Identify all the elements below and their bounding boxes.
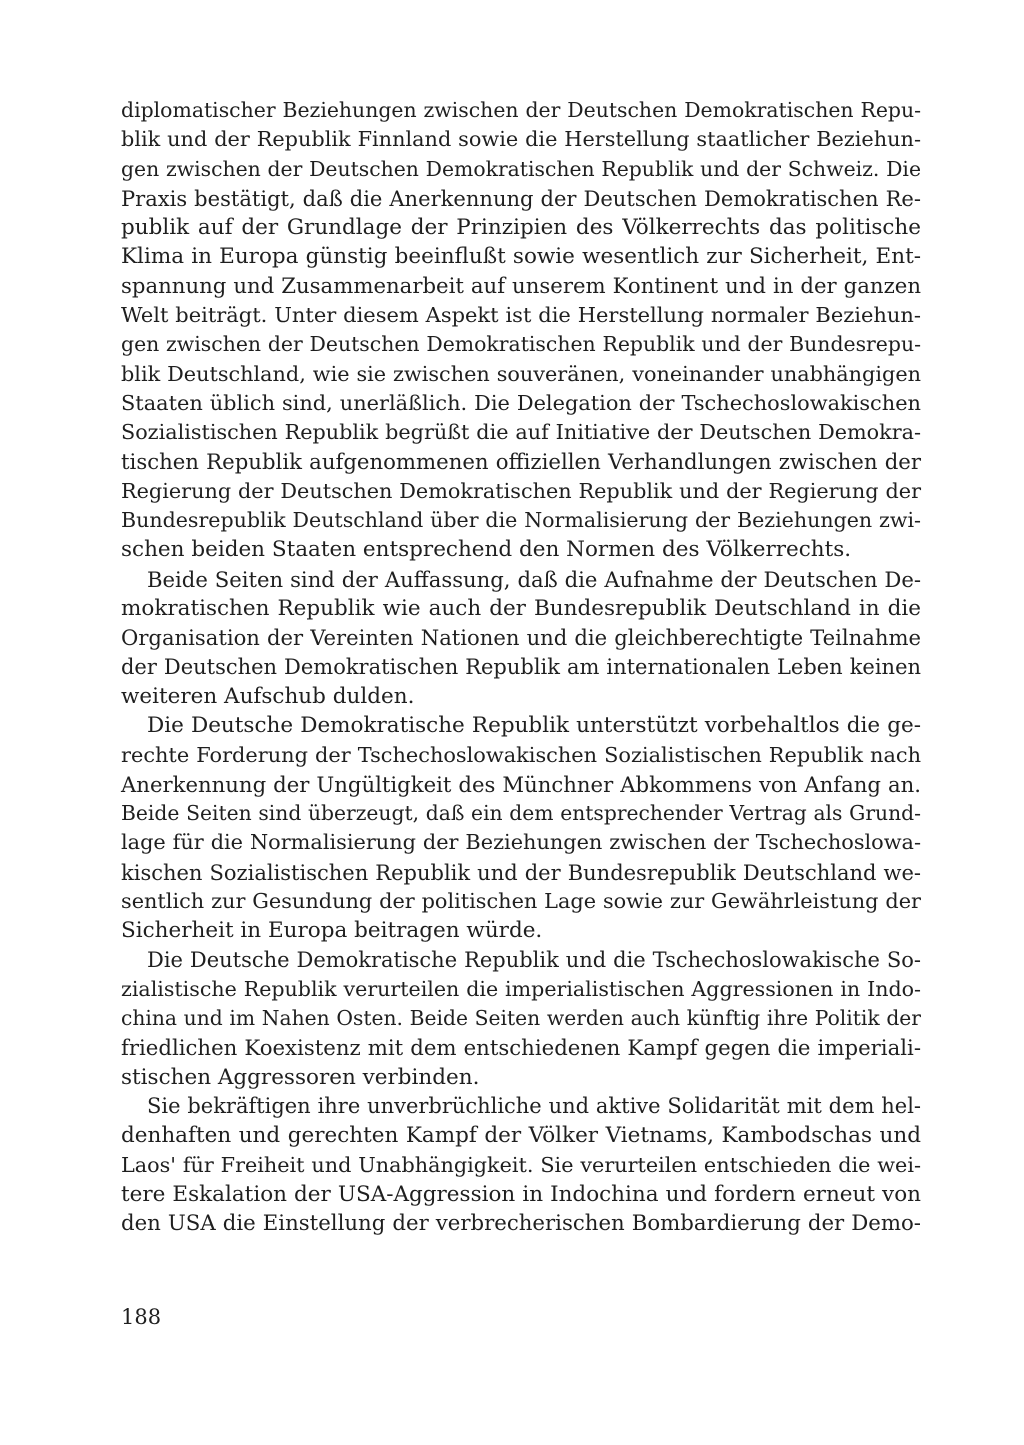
text-line: schen beiden Staaten entsprechend den Normen des Völkerrechts. (121, 537, 852, 563)
text-line: gen zwischen der Deutschen Demokratischen Republik und der Bundesrepu- (121, 332, 921, 357)
text-line: Staaten üblich sind, unerläßlich. Die Delegation der Tschechoslowakischen (121, 390, 921, 415)
text-line: spannung und Zusammenarbeit auf unserem Kontinent und in der ganzen (121, 273, 921, 299)
text-line: Anerkennung der Ungültigkeit des Münchner Abkommens von Anfang an. (121, 771, 921, 797)
paragraph (121, 1092, 921, 1238)
text-line: Sie bekräftigen ihre unverbrüchliche und aktive Solidarität mit dem hel- (147, 1094, 921, 1119)
text-line: mokratischen Republik wie auch der Bundesrepublik Deutschland in die (121, 596, 921, 622)
text-line: Sicherheit in Europa beitragen würde. (121, 918, 543, 944)
text-line: friedlichen Koexistenz mit dem entschiedenen Kampf gegen die imperiali- (121, 1035, 921, 1061)
paragraph (121, 946, 921, 1092)
text-line: Beide Seiten sind der Auffassung, daß die Aufnahme der Deutschen De- (147, 566, 921, 592)
text-line: Die Deutsche Demokratische Republik unterstützt vorbehaltlos die ge- (147, 713, 921, 739)
text-line: Bundesrepublik Deutschland über die Normalisierung der Beziehungen zwi- (121, 508, 921, 533)
text-line: rechte Forderung der Tschechoslowakischen Sozialistischen Republik nach (121, 742, 921, 767)
text-line: stischen Aggressoren verbinden. (121, 1064, 480, 1090)
text-line: den USA die Einstellung der verbrecherischen Bombardierung der Demo- (121, 1211, 921, 1237)
paragraph (121, 96, 921, 565)
text-line: Sozialistischen Republik begrüßt die auf Initiative der Deutschen Demokra- (121, 420, 921, 445)
text-line: Welt beiträgt. Unter diesem Aspekt ist die Herstellung normaler Beziehun- (121, 303, 921, 328)
text-line: tere Eskalation der USA-Aggression in Indochina und fordern erneut von (121, 1181, 921, 1207)
text-line: Regierung der Deutschen Demokratischen Republik und der Regierung der (121, 478, 921, 503)
text-line: kischen Sozialistischen Republik und der Bundesrepublik Deutschland we- (121, 859, 921, 885)
text-line: weiteren Aufschub dulden. (121, 683, 415, 709)
text-line: publik auf der Grundlage der Prinzipien des Völkerrechts das politische (121, 215, 921, 241)
text-line: sentlich zur Gesundung der politischen Lage sowie zur Gewährleistung der (121, 889, 921, 914)
text-line: tischen Republik aufgenommenen offiziellen Verhandlungen zwischen der (121, 449, 921, 475)
text-line: Praxis bestätigt, daß die Anerkennung der Deutschen Demokratischen Re- (121, 185, 921, 211)
body-text (121, 96, 921, 1239)
text-line: Die Deutsche Demokratische Republik und die Tschechoslowakische So- (147, 947, 921, 972)
text-line: denhaften und gerechten Kampf der Völker Vietnams, Kambodschas und (121, 1123, 921, 1149)
text-line: lage für die Normalisierung der Beziehungen zwischen der Tschechoslowa- (121, 830, 921, 855)
text-line: Organisation der Vereinten Nationen und die gleichberechtigte Teilnahme (121, 625, 921, 651)
paragraph (121, 711, 921, 945)
text-line: zialistische Republik verurteilen die imperialistischen Aggressionen in Indo- (121, 976, 921, 1001)
text-line: gen zwischen der Deutschen Demokratischen Republik und der Schweiz. Die (121, 156, 921, 181)
paragraph (121, 565, 921, 711)
text-line: Laos' für Freiheit und Unabhängigkeit. Sie verurteilen entschieden die wei- (121, 1152, 921, 1177)
page-number: 188 (121, 1305, 162, 1329)
text-line: Klima in Europa günstig beeinflußt sowie wesentlich zur Sicherheit, Ent- (121, 244, 921, 270)
text-line: blik und der Republik Finnland sowie die Herstellung staatlicher Beziehun- (121, 127, 921, 152)
text-line: diplomatischer Beziehungen zwischen der Deutschen Demokratischen Repu- (121, 98, 921, 122)
text-line: der Deutschen Demokratischen Republik am internationalen Leben keinen (121, 654, 921, 679)
text-line: Beide Seiten sind überzeugt, daß ein dem entsprechender Vertrag als Grund- (121, 801, 921, 826)
text-line: china und im Nahen Osten. Beide Seiten werden auch künftig ihre Politik der (121, 1006, 921, 1031)
text-line: blik Deutschland, wie sie zwischen souveränen, voneinander unabhängigen (121, 361, 921, 386)
